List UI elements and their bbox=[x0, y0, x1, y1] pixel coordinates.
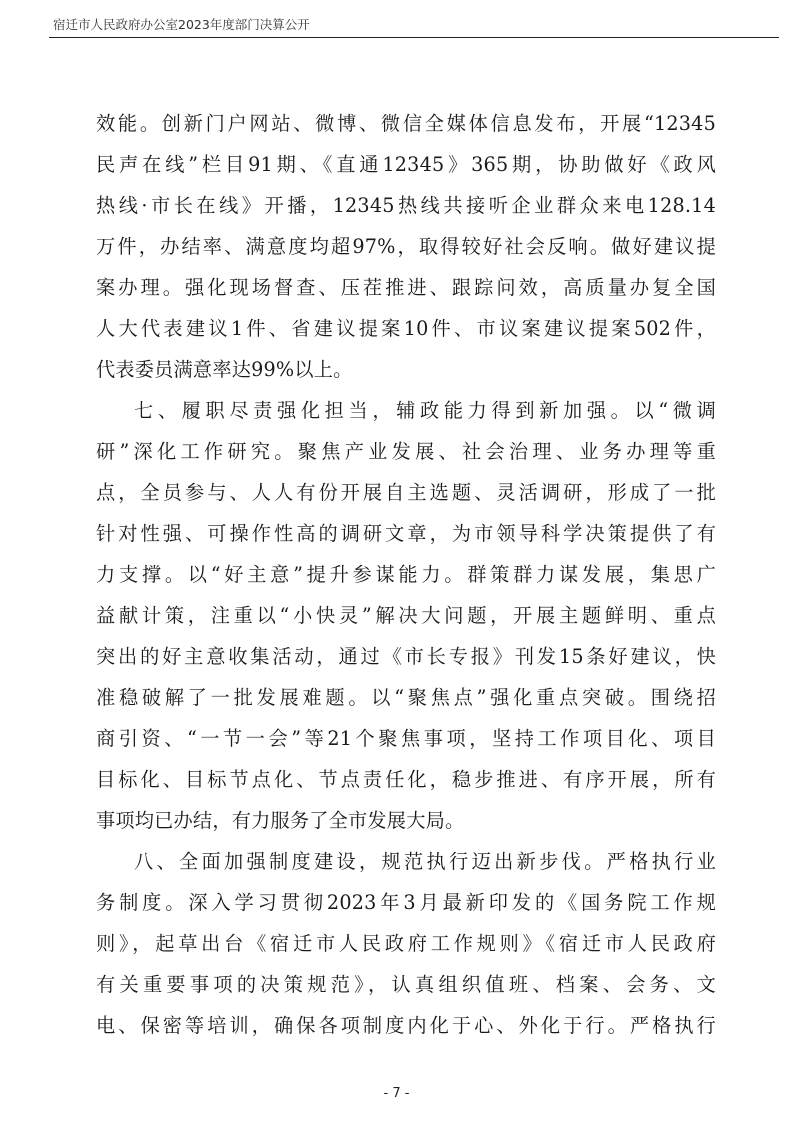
text-line: 案办理。强化现场督查、压茬推进、跟踪问效，高质量办复全国 bbox=[96, 276, 716, 299]
text-line: 力支撑。以“好主意”提升参谋能力。群策群力谋发展，集思广 bbox=[96, 563, 716, 586]
text-line: 研”深化工作研究。聚焦产业发展、社会治理、业务办理等重 bbox=[96, 440, 716, 463]
text-line: 事项均已办结，有力服务了全市发展大局。 bbox=[96, 809, 465, 832]
text-line: 七、履职尽责强化担当，辅政能力得到新加强。以“微调 bbox=[134, 399, 716, 422]
text-line: 八、全面加强制度建设，规范执行迈出新步伐。严格执行业 bbox=[134, 850, 716, 873]
text-line: 电、保密等培训，确保各项制度内化于心、外化于行。严格执行 bbox=[96, 1014, 716, 1037]
text-line: 热线·市长在线》开播，12345热线共接听企业群众来电128.14 bbox=[96, 194, 716, 217]
text-line: 目标化、目标节点化、节点责任化，稳步推进、有序开展，所有 bbox=[96, 768, 716, 791]
header-divider bbox=[49, 37, 779, 38]
text-line: 益献计策，注重以“小快灵”解决大问题，开展主题鲜明、重点 bbox=[96, 604, 716, 627]
text-line: 则》，起草出台《宿迁市人民政府工作规则》《宿迁市人民政府 bbox=[96, 932, 716, 955]
page-number: - 7 - bbox=[383, 1086, 410, 1101]
text-line: 突出的好主意收集活动，通过《市长专报》刊发15条好建议，快 bbox=[96, 645, 716, 668]
text-line: 万件，办结率、满意度均超97%，取得较好社会反响。做好建议提 bbox=[96, 235, 716, 258]
text-line: 效能。创新门户网站、微博、微信全媒体信息发布，开展“12345 bbox=[96, 112, 716, 135]
text-line: 点，全员参与、人人有份开展自主选题、灵活调研，形成了一批 bbox=[96, 481, 716, 504]
text-line: 民声在线”栏目91期、《直通12345》365期，协助做好《政风 bbox=[96, 153, 716, 176]
text-line: 针对性强、可操作性高的调研文章，为市领导科学决策提供了有 bbox=[96, 522, 716, 545]
text-line: 人大代表建议1件、省建议提案10件、市议案建议提案502件， bbox=[96, 317, 716, 340]
page-header: 宿迁市人民政府办公室2023年度部门决算公开 bbox=[53, 17, 310, 32]
text-line: 准稳破解了一批发展难题。以“聚焦点”强化重点突破。围绕招 bbox=[96, 686, 716, 709]
text-line: 商引资、“一节一会”等21个聚焦事项，坚持工作项目化、项目 bbox=[96, 727, 716, 750]
text-line: 务制度。深入学习贯彻2023年3月最新印发的《国务院工作规 bbox=[96, 891, 716, 914]
text-line: 代表委员满意率达99%以上。 bbox=[96, 358, 353, 381]
document-body bbox=[96, 103, 716, 1046]
text-line: 有关重要事项的决策规范》，认真组织值班、档案、会务、文 bbox=[96, 973, 716, 996]
